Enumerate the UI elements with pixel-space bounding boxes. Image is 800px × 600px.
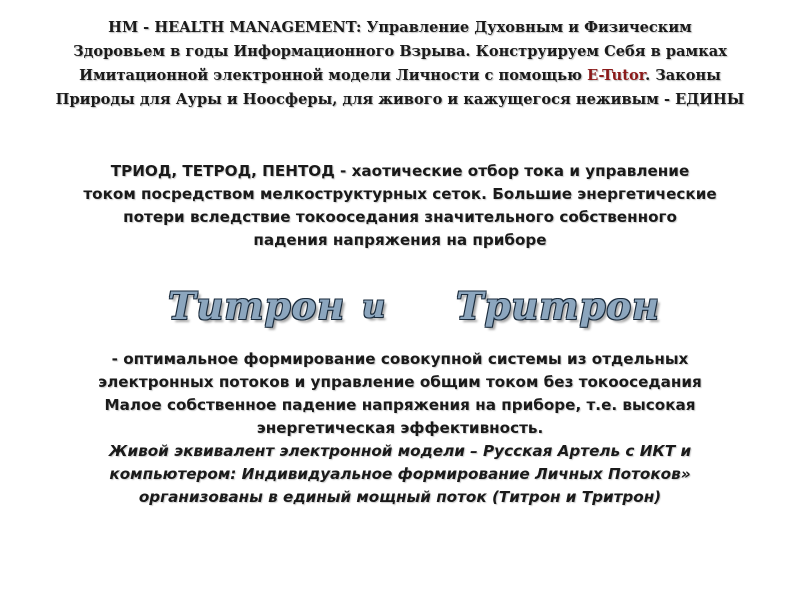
header-line-1: НМ - HEALTH MANAGEMENT: Управление Духовным и Физическим bbox=[108, 19, 692, 36]
body-italic-line-1: Живой эквивалент электронной модели – Русская Артель с ИКТ и bbox=[108, 442, 692, 460]
triode-line-1: ТРИОД, ТЕТРОД, ПЕНТОД - хаотические отбор тока и управление bbox=[110, 162, 690, 180]
body-line-3: Малое собственное падение напряжения на приборе, т.е. высокая bbox=[104, 396, 696, 414]
triode-line-4: падения напряжения на приборе bbox=[253, 231, 547, 249]
body-line-2: электронных потоков и управление общим током без токооседания bbox=[98, 373, 702, 391]
headline-word-titron: Титрон bbox=[168, 284, 346, 328]
body-line-1: - оптимальное формирование совокупной системы из отдельных bbox=[111, 350, 689, 368]
triode-paragraph bbox=[20, 160, 780, 252]
body-italic-line-3: организованы в единый мощный поток (Титрон и Тритрон) bbox=[138, 488, 662, 506]
header-line-3 bbox=[30, 64, 770, 88]
header-text bbox=[30, 16, 770, 112]
header-line-4: Природы для Ауры и Ноосферы, для живого и кажущегося неживым - ЕДИНЫ bbox=[55, 91, 745, 108]
header-line-2: Здоровьем в годы Информационного Взрыва. Конструируем Себя в рамках bbox=[73, 43, 727, 60]
headline-row bbox=[0, 282, 800, 332]
triode-line-3: потери вследствие токооседания значительного собственного bbox=[123, 208, 677, 226]
headline-connector: и bbox=[362, 287, 387, 325]
etutor-brand: E-Tutor bbox=[587, 67, 646, 84]
body-line-4: энергетическая эффективность. bbox=[256, 419, 544, 437]
header-line-3-pre: Имитационной электронной модели Личности с помощью bbox=[79, 67, 588, 84]
body-italic-line-2: компьютером: Индивидуальное формирование Личных Потоков» bbox=[109, 465, 691, 483]
triode-line-2: током посредством мелкоструктурных сеток. Большие энергетические bbox=[83, 185, 717, 203]
headline-word-tritron: Тритрон bbox=[456, 284, 660, 328]
body-paragraph bbox=[20, 348, 780, 509]
header-line-3-post: . Законы bbox=[645, 67, 721, 84]
